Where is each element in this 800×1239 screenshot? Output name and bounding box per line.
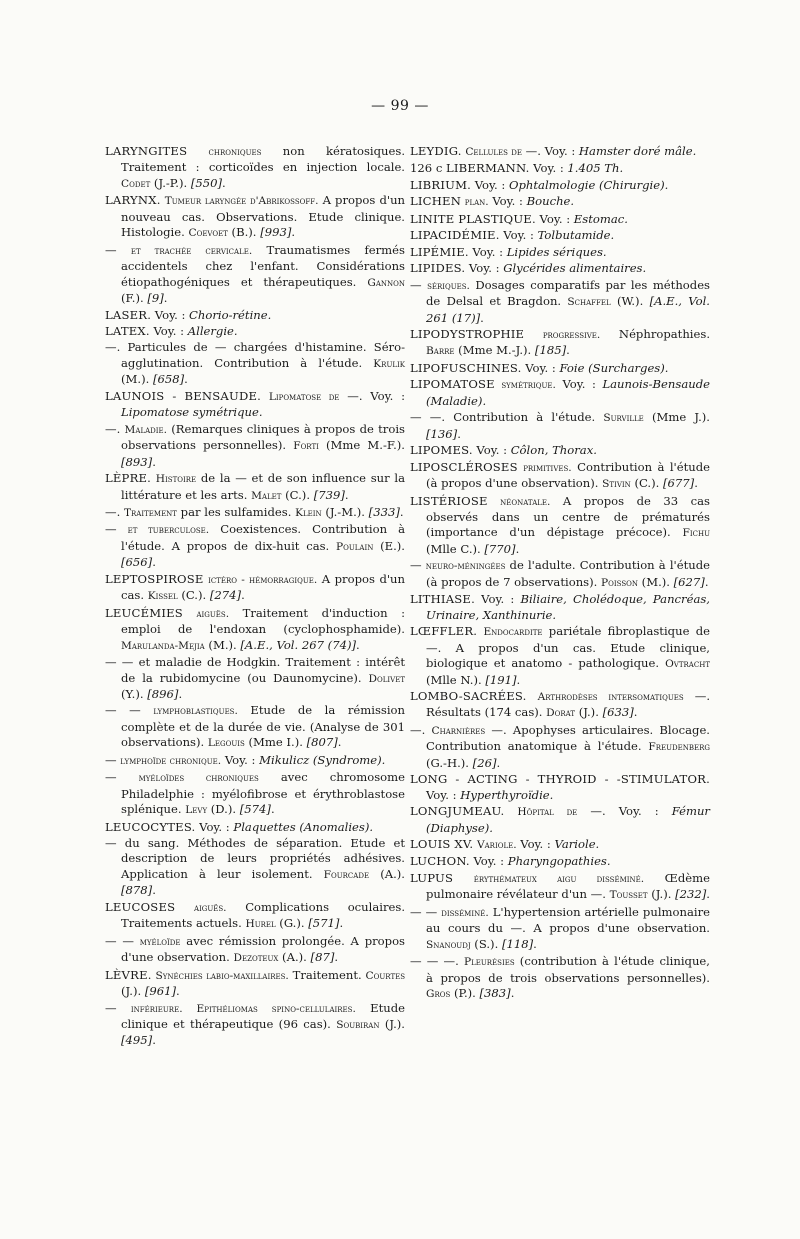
- index-entry: LONGJUMEAU. Hôpital de —. Voy. : Fémur (Diaphyse).: [410, 804, 710, 835]
- index-entry: LATEX. Voy. : Allergie.: [105, 323, 238, 338]
- index-entry: — et trachée cervicale. Traumatismes fermés accidentels chez l'enfant. Considérations étiopathogéniques et thérapeutiques. Gannon (F.). [9].: [105, 242, 405, 306]
- index-entry: LOMBO-SACRÉES. Arthrodèses intersomatiques —. Résultats (174 cas). Dorat (J.). [633].: [410, 688, 711, 720]
- index-entry: LISTÉRIOSE néonatale. A propos de 33 cas observés dans un centre de prématurés (importance d'un dépistage précoce). Fichu (Mlle C.). [770].: [410, 493, 710, 556]
- index-entry: LUPUS érythémateux aigu disséminé. Œdème pulmonaire révélateur d'un —. Tousset (J.). [232].: [410, 870, 710, 902]
- index-entry: LASER. Voy. : Chorio-rétine.: [105, 307, 272, 322]
- index-entry: LIPOFUSCHINES. Voy. : Foie (Surcharges).: [410, 360, 669, 375]
- index-entry: LEUCÉMIES aiguës. Traitement d'induction : emploi de l'endoxan (cyclophosphamide). Marulanda-Mejia (M.). [A.E., Vol. 267 (74)].: [105, 605, 405, 652]
- index-entry: — —. Contribution à l'étude. Surville (Mme J.). [136].: [410, 410, 710, 441]
- index-entry: LONG - ACTING - THYROID - -STIMULATOR. Voy. : Hyperthyroïdie.: [410, 772, 710, 802]
- index-entry: — — myéloïde avec rémission prolongée. A propos d'une observation. Dezoteux (A.). [87].: [105, 933, 405, 965]
- index-entry: — et tuberculose. Coexistences. Contribution à l'étude. A propos de dix-huit cas. Poulain (E.). [656].: [105, 522, 405, 570]
- index-entry: LÈPRE. Histoire de la — et de son influence sur la littérature et les arts. Malet (C.). [739].: [105, 471, 406, 502]
- index-entry: LINITE PLASTIQUE. Voy. : Estomac.: [410, 211, 628, 226]
- index-entry: — inférieure. Epithéliomas spino-cellulaires. Etude clinique et thérapeutique (96 cas). Soubiran (J.). [495].: [105, 1000, 405, 1048]
- index-entry: LIPOMATOSE symétrique. Voy. : Launois-Bensaude (Maladie).: [410, 377, 710, 408]
- index-entry: LAUNOIS - BENSAUDE. Lipomatose de —. Voy. : Lipomatose symétrique.: [105, 388, 405, 420]
- index-entry: —. Traitement par les sulfamides. Klein (J.-M.). [333].: [105, 504, 404, 519]
- index-entry: LICHEN plan. Voy. : Bouche.: [410, 194, 575, 209]
- index-entry: LEUCOCYTES. Voy. : Plaquettes (Anomalies).: [105, 819, 374, 834]
- index-entry: LEYDIG. Cellules de —. Voy. : Hamster doré mâle.: [410, 144, 697, 158]
- index-entry: LIPÉMIE. Voy. : Lipides sériques.: [410, 244, 607, 259]
- index-column-left: [105, 144, 405, 1050]
- page-number: — 99 —: [371, 98, 429, 114]
- index-entry: LARYNGITES chroniques non kératosiques. Traitement : corticoïdes en injection locale. Codet (J.-P.). [550].: [105, 144, 405, 190]
- index-entry: — — —. Pleurésies (contribution à l'étude clinique, à propos de trois observations personnelles). Gros (P.). [383].: [410, 954, 710, 1001]
- index-entry: LITHIASE. Voy. : Biliaire, Cholédoque, Pancréas, Urinaire, Xanthinurie.: [410, 592, 710, 622]
- index-entry: LOUIS XV. Variole. Voy. : Variole.: [410, 837, 600, 852]
- index-entry: LIPACIDÉMIE. Voy. : Tolbutamide.: [410, 228, 615, 243]
- index-entry: LIPIDES. Voy. : Glycérides alimentaires.: [410, 261, 647, 276]
- index-entry: — — lymphoblastiques. Etude de la rémission complète et de la durée de vie. (Analyse de 301 observations). Legouis (Mme I.). [807].: [105, 703, 405, 750]
- index-entry: LEUCOSES aiguës. Complications oculaires. Traitements actuels. Hurel (G.). [571].: [105, 899, 406, 931]
- index-entry: — — et maladie de Hodgkin. Traitement : intérêt de la rubidomycine (ou Daunomycine). Dolivet (Y.). [896].: [105, 655, 405, 701]
- index-entry: —. Maladie. (Remarques cliniques à propos de trois observations personnelles). Forti (Mme M.-F.). [893].: [105, 421, 405, 469]
- index-entry: LIPOSCLÉROSES primitives. Contribution à l'étude (à propos d'une observation). Stivin (C.). [677].: [410, 459, 711, 491]
- index-entry: — myéloïdes chroniques avec chromosome Philadelphie : myélofibrose et érythroblastose splénique. Levy (D.). [574].: [105, 770, 405, 817]
- index-entry: LÈVRE. Synéchies labio-maxillaires. Traitement. Courtes (J.). [961].: [105, 967, 406, 999]
- index-entry: — du sang. Méthodes de séparation. Etude et description de leurs propriétés adhésives. Application à leur isolement. Fourcade (A.). [878].: [105, 836, 405, 898]
- index-entry: — — disséminé. L'hypertension artérielle pulmonaire au cours du —. A propos d'une observation. Snanoudj (S.). [118].: [410, 904, 710, 951]
- index-entry: — sériques. Dosages comparatifs par les méthodes de Delsal et Bragdon. Schaffel (W.). [A.E., Vol. 261 (17)].: [410, 277, 711, 325]
- index-entry: —. Charnières —. Apophyses articulaires. Blocage. Contribution anatomique à l'étude. Freudenberg (G.-H.). [26].: [410, 722, 710, 770]
- index-column-right: [410, 144, 710, 1004]
- index-entry: 126 c LIBERMANN. Voy. : 1.405 Th.: [410, 161, 624, 176]
- index-entry: —. Particules de — chargées d'histamine. Séro-agglutination. Contribution à l'étude. Krulik (M.). [658].: [105, 340, 405, 387]
- index-entry: — neuro-méningées de l'adulte. Contribution à l'étude (à propos de 7 observations). Poisson (M.). [627].: [410, 558, 711, 589]
- index-entry: — lymphoïde chronique. Voy. : Mikulicz (Syndrome).: [105, 752, 386, 767]
- index-entry: LIBRIUM. Voy. : Ophtalmologie (Chirurgie).: [410, 177, 669, 192]
- index-entry: LUCHON. Voy. : Pharyngopathies.: [410, 854, 611, 869]
- index-entry: LIPODYSTROPHIE progressive. Néphropathies. Barre (Mme M.-J.). [185].: [410, 326, 710, 358]
- index-entry: LARYNX. Tumeur laryngée d'Abrikossoff. A propos d'un nouveau cas. Observations. Etude clinique. Histologie. Coevoet (B.). [993].: [105, 193, 406, 240]
- index-entry: LŒFFLER. Endocardite pariétale fibroplastique de—. A propos d'un cas. Etude clinique, biologique et anatomo - pathologique. Ovtracht (Mlle N.). [191].: [410, 624, 710, 687]
- index-entry: LIPOMES. Voy. : Côlon, Thorax.: [410, 443, 597, 458]
- index-entry: LEPTOSPIROSE ictéro - hémorragique. A propos d'un cas. Kissel (C.). [274].: [105, 571, 405, 603]
